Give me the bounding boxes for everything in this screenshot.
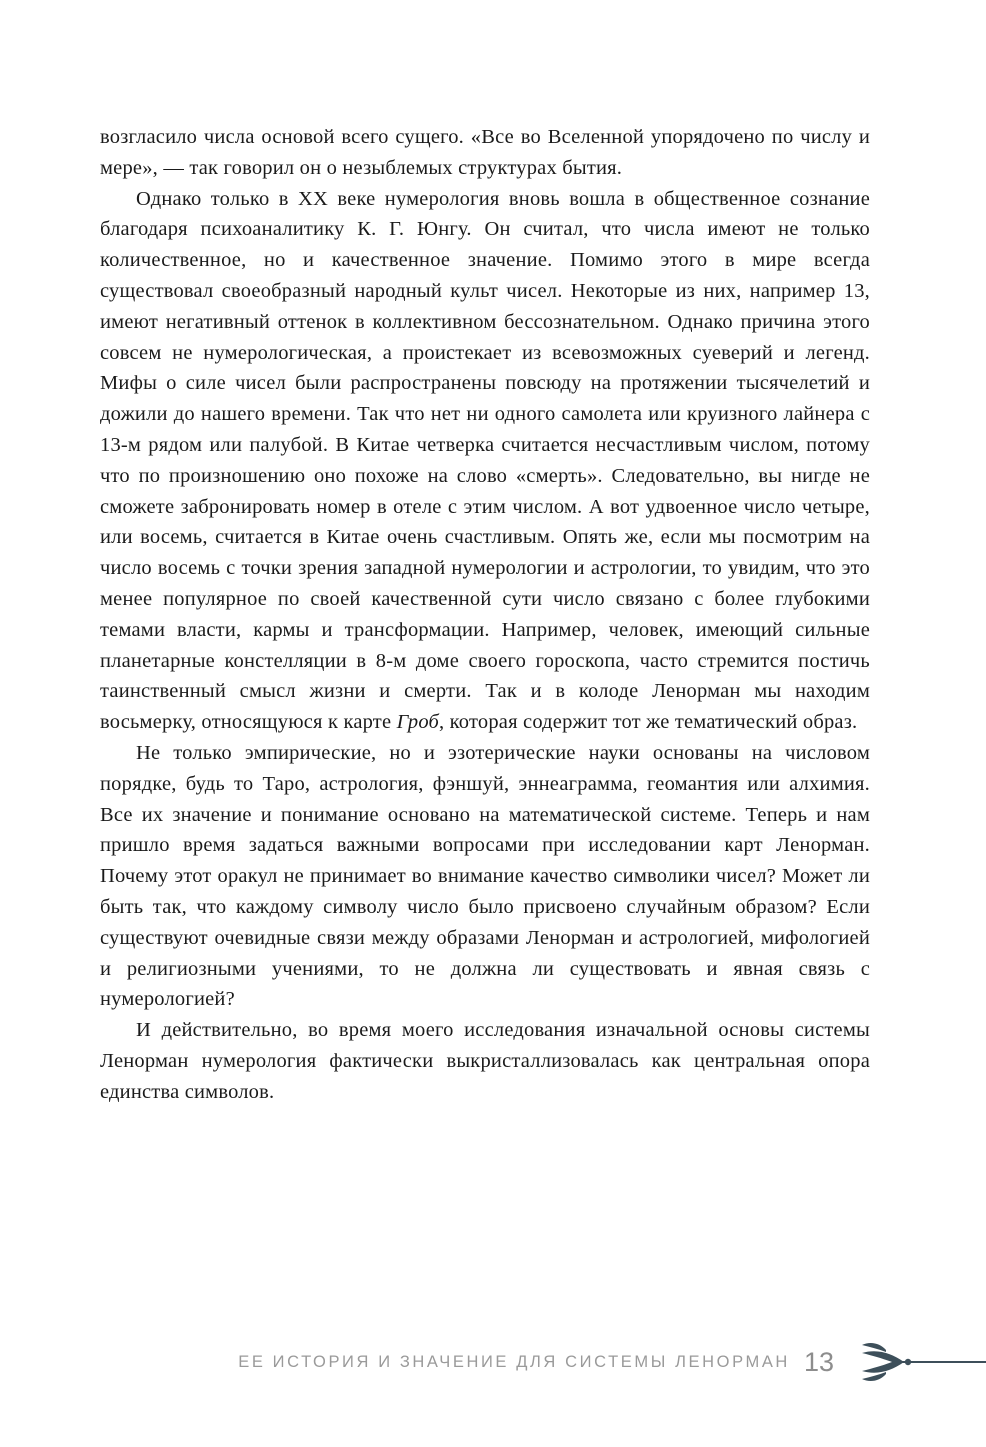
page-number: 13 (803, 1346, 834, 1377)
italic-term: Гроб (396, 711, 440, 734)
running-title: ЕЕ ИСТОРИЯ И ЗНАЧЕНИЕ ДЛЯ СИСТЕМЫ ЛЕНОРМАН (238, 1352, 790, 1371)
text-run: Не только эмпирические, но и эзотерические науки основаны на числовом порядке, будь то Таро, астрология, фэншуй, эннеаграмма, геомантия или алхимия. Все их значение и понимание основано на математической системе. Теперь и нам пришло время задаться важными вопросами при исследовании карт Ленорман. Почему этот оракул не принимает во внимание качество символики чисел? Может ли быть так, что каждому символу число было присвоено случайным образом? Если существуют очевидные связи между образами Ленорман и астрологией, мифологией и религиозными учениями, то не должна ли существовать и явная связь с нумерологией? (100, 741, 870, 1011)
paragraph (100, 184, 870, 738)
page-footer (0, 1338, 986, 1386)
body-text (100, 122, 870, 1108)
text-run: И действительно, во время моего исследования изначальной основы системы Ленорман нумерология фактически выкристаллизовалась как центральная опора единства символов. (100, 1019, 870, 1103)
footer-ornament-icon (846, 1340, 986, 1384)
paragraph (100, 738, 870, 1015)
text-run: Однако только в XX веке нумерология вновь вошла в общественное сознание благодаря психоаналитику К. Г. Юнгу. Он считал, что числа имеют не только количественное, но и качественное значение. Помимо этого в мире всегда существовал своеобразный народный культ чисел. Некоторые из них, например 13, имеют негативный оттенок в коллективном бессознательном. Однако причина этого совсем не нумерологическая, а проистекает из всевозможных суеверий и легенд. Мифы о силе чисел были распространены повсюду на протяжении тысячелетий и дожили до нашего времени. Так что нет ни одного самолета или круизного лайнера с 13-м рядом или палубой. В Китае четверка считается несчастливым числом, потому что по произношению оно похоже на слово «смерть». Следовательно, вы нигде не сможете забронировать номер в отеле с этим числом. А вот удвоенное число четыре, или восемь, считается в Китае очень счастливым. Опять же, если мы посмотрим на число восемь с точки зрения западной нумерологии и астрологии, то увидим, что это менее популярное по своей качественной сути число связано с более глубокими темами власти, кармы и трансформации. Например, человек, имеющий сильные планетарные констелляции в 8-м доме своего гороскопа, часто стремится постичь таинственный смысл жизни и смерти. Так и в колоде Ленорман мы находим восьмерку, относящуюся к карте (100, 187, 870, 734)
paragraph (100, 1015, 870, 1107)
paragraph (100, 122, 870, 184)
text-run: возгласило числа основой всего сущего. «Все во Вселенной упорядочено по числу и мере», — так говорил он о незыблемых структурах бытия. (100, 126, 870, 179)
text-run: , которая содержит тот же тематический образ. (439, 711, 858, 734)
